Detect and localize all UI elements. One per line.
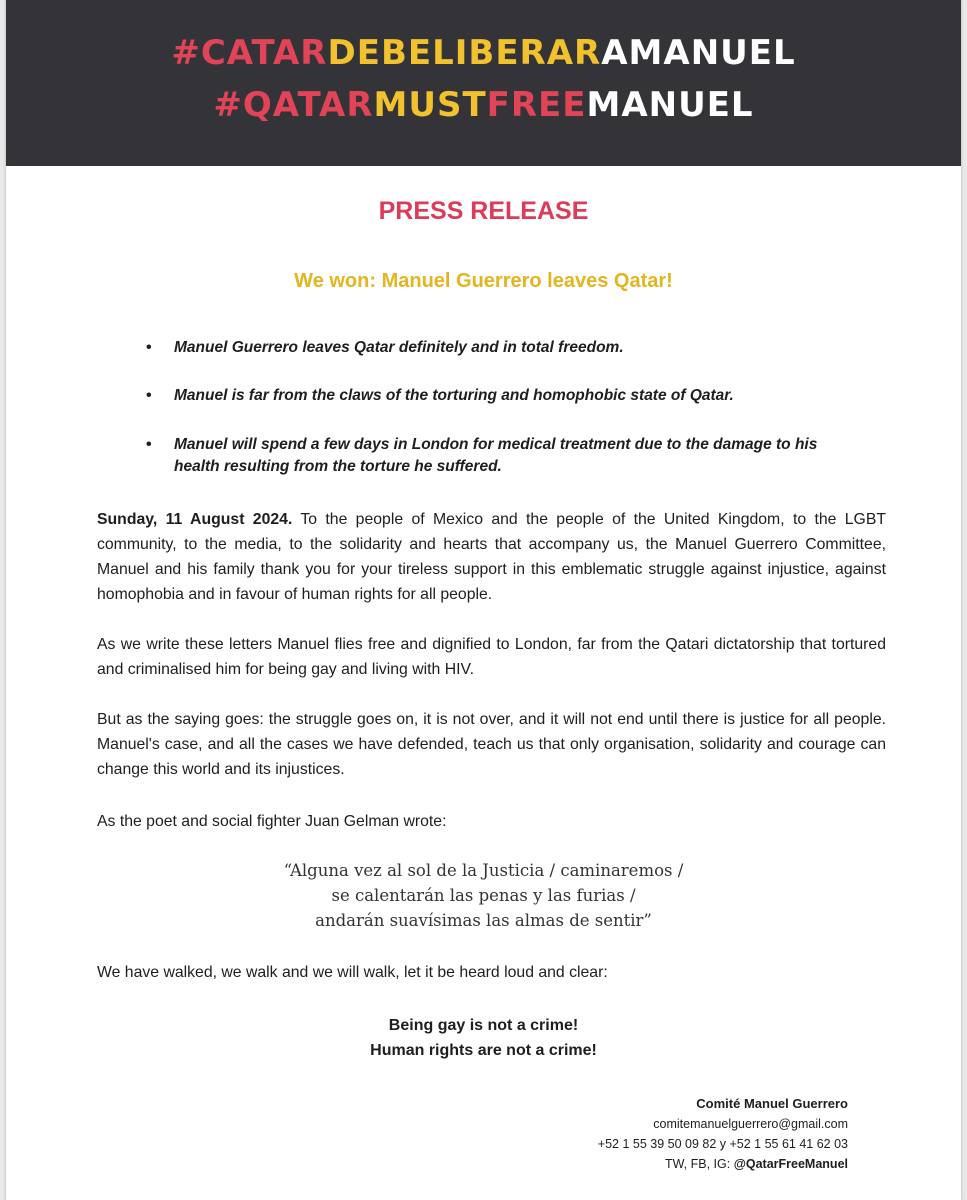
hashtag-part: MUST <box>373 85 487 125</box>
headline: We won: Manuel Guerrero leaves Qatar! <box>294 270 673 292</box>
poem-quote <box>6 858 961 933</box>
hashtag-spanish <box>6 33 961 73</box>
press-release-page <box>6 0 961 1200</box>
social-handle: @QatarFreeManuel <box>733 1157 848 1171</box>
organization-name: Comité Manuel Guerrero <box>696 1096 848 1111</box>
contact-email: comitemanuelguerrero@gmail.com <box>653 1117 848 1131</box>
paragraph-struggle: But as the saying goes: the struggle goes on, it is not over, and it will not end until there is justice for all people. Manuel's case, and all the cases we have defended, teach us that only organisation, solidarity and courage can change this world and its injustices. <box>97 711 886 778</box>
hashtag-part: #CATAR <box>171 33 328 73</box>
slogan: Being gay is not a crime! <box>388 1017 579 1034</box>
paragraph-closing: We have walked, we walk and we will walk, let it be heard loud and clear: <box>97 964 608 981</box>
hashtag-english <box>6 85 961 125</box>
paragraph-intro <box>97 507 886 607</box>
list-item-text: Manuel is far from the claws of the torturing and homophobic state of Qatar. <box>174 387 734 404</box>
bullet-icon: • <box>146 436 152 453</box>
contact-phones: +52 1 55 39 50 09 82 y +52 1 55 61 41 62 03 <box>597 1137 848 1151</box>
slogan: Human rights are not a crime! <box>370 1042 597 1059</box>
paragraph-poet-intro: As the poet and social fighter Juan Gelman wrote: <box>97 813 447 830</box>
list-item-text: Manuel Guerrero leaves Qatar definitely and in total freedom. <box>174 339 624 356</box>
paragraph-london: As we write these letters Manuel flies free and dignified to London, far from the Qatari dictatorship that tortured and criminalised him for being gay and living with HIV. <box>97 636 886 678</box>
slogans <box>6 1013 961 1063</box>
hashtag-part: #QATAR <box>213 85 374 125</box>
date-line: Sunday, 11 August 2024. <box>97 511 293 528</box>
signature-block <box>598 1094 848 1174</box>
hashtag-part: AMANUEL <box>601 33 796 73</box>
hashtag-part: FREE <box>486 85 587 125</box>
paragraph-text: To the people of Mexico and the people of the United Kingdom, to the LGBT community, to the media, to the solidarity and hearts that accompany us, the Manuel Guerrero Committee, Manuel and his family thank you for your tireless support in this emblematic struggle against injustice, against homophobia and in favour of human rights for all people. <box>97 511 886 603</box>
bullet-icon: • <box>146 339 152 356</box>
social-media <box>598 1154 848 1174</box>
list-item-text: Manuel will spend a few days in London for medical treatment due to the damage to his health resulting from the torture he suffered. <box>174 436 818 475</box>
poem-line: se calentarán las penas y las furias / <box>331 886 636 905</box>
press-release-title: PRESS RELEASE <box>378 197 589 225</box>
bullet-icon: • <box>146 387 152 404</box>
campaign-banner <box>6 0 961 166</box>
poem-line: andarán suavísimas las almas de sentir” <box>315 911 652 930</box>
social-prefix: TW, FB, IG: <box>664 1157 734 1171</box>
poem-line: “Alguna vez al sol de la Justicia / caminaremos / <box>283 861 684 880</box>
hashtag-part: MANUEL <box>586 85 754 125</box>
hashtag-part: DEBELIBERAR <box>327 33 602 73</box>
